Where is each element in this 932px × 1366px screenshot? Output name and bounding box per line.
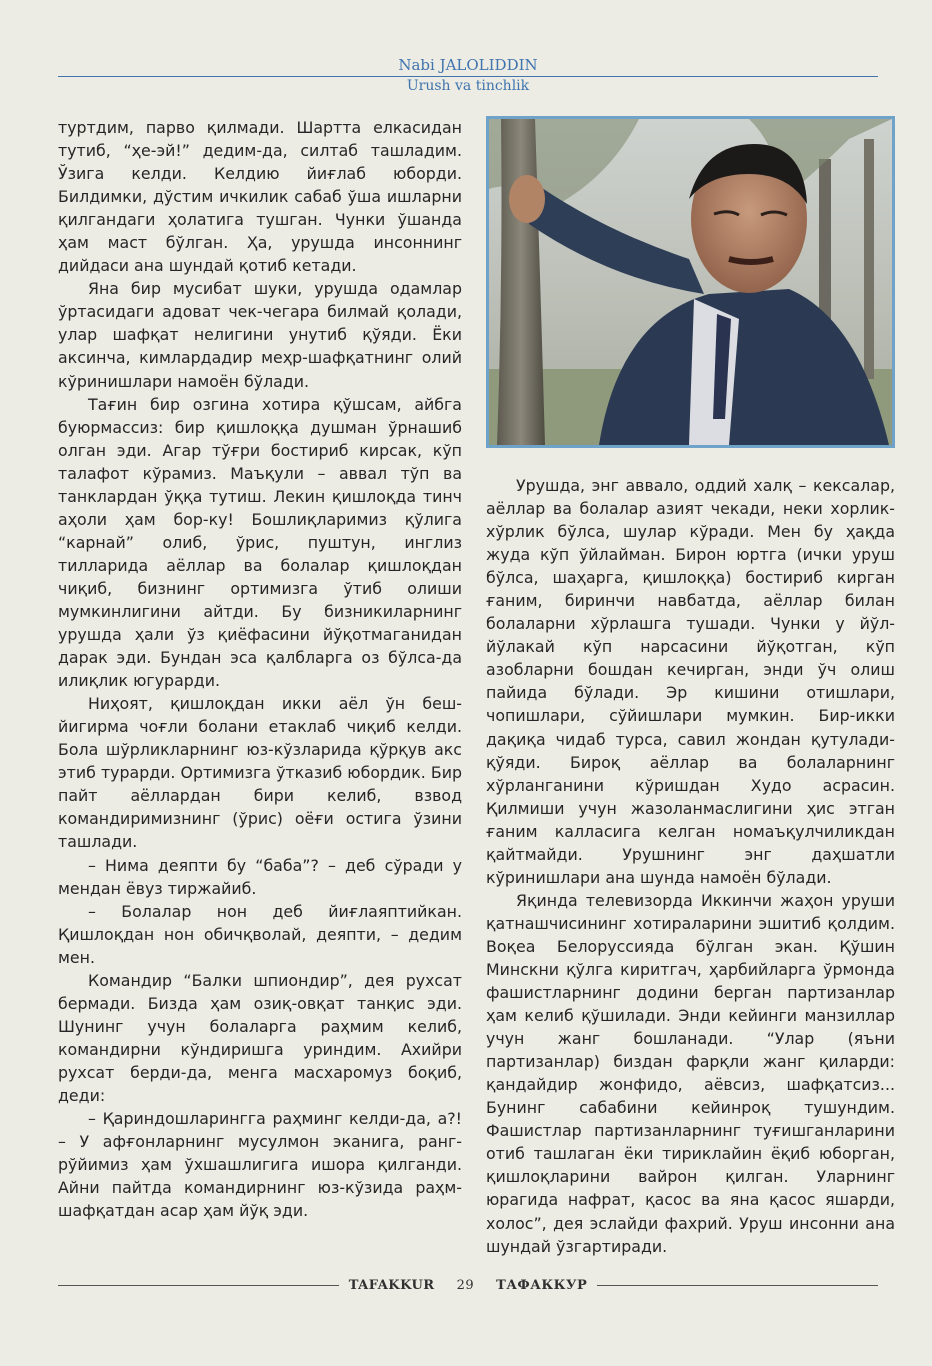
paragraph: Ниҳоят, қишлоқдан икки аёл ўн беш-йигирма чоғли болани етаклаб чиқиб келди. Бола шўрликларнинг юз-кўзларида қўрқув акс этиб турарди. Ортимизга ўтказиб юбордик. Бир пайт аёллардан бири келиб, взвод командиримизнинг (ўрис) оёғи остига ўзини ташлади.: [58, 694, 462, 852]
paragraph: туртдим, парво қилмади. Шартта елкасидан тутиб, “ҳе-эй!” дедим-да, силтаб ташладим. Ўзига келди. Келдию йиғлаб юборди. Билдимки, дўстим ичкилик сабаб ўша ишларни қилгандаги ҳолатига тушган. Чунки ўшанда ҳам маст бўлган. Ҳа, урушда инсоннинг дийдаси ана шундай қотиб кетади.: [58, 118, 462, 276]
right-text-column: [486, 474, 895, 1258]
paragraph: – Нима деяпти бу “баба”? – деб сўради у мендан ёвуз тиржайиб.: [58, 855, 462, 898]
paragraph: – Болалар нон деб йиғлаяптийкан. Қишлоқдан нон обичқволай, деяпти, – дедим мен.: [58, 901, 462, 967]
paragraph: Урушда, энг аввало, оддий халқ – кексалар, аёллар ва болалар азият чекади, неки хорлик-хўрлик бўлса, шулар кўради. Мен бу ҳақда жуда кўп ўйлайман. Бирон юртга (ички уруш бўлса, шаҳарга, қишлоққа) бостириб кирган ғаним, биринчи навбатда, аёллар билан болаларни хўрлашга тушади. Чунки у йўл-йўлакай кўп нарсасини йўқотган, кўп азобларни бошдан кечирган, энди ўч олиш пайида бўлади. Эр кишини отишлари, чопишлари, сўйишлари мумкин. Бир-икки дақиқа чидаб турса, савил жондан қутулади-қўяди. Бироқ аёллар ва болаларнинг хўрланганини кўришдан Худо асрасин. Қилмиши учун жазоланмаслигини ҳис этган ғаним калласига келган номаъқулчиликдан қайтмайди. Урушнинг энг даҳшатли кўринишлари ана шунда намоён бўлади.: [486, 476, 895, 887]
footer-rule-right: [597, 1285, 878, 1286]
paragraph: Яқинда телевизорда Иккинчи жаҳон уруши қатнашчисининг хотираларини эшитиб қолдим. Воқеа Белоруссияда бўлган экан. Қўшин Минскни қўлга киритгач, ҳарбийларга ўрмонда фашистларнинг додини берган партизанлар ҳам келиб қўшилади. Энди кейинги манзиллар учун жанг бошланади. “Улар (яъни партизанлар) биздан фарқли жанг қиларди: қандайдир жонфидо, аёвсиз, шафқатсиз... Бунинг сабабини кейинроқ тушундим. Фашистлар партизанларнинг туғишганларини отиб ташлаган ёки тириклайин ёқиб юборган, қишлоқларини вайрон қилган. Уларнинг юрагида нафрат, қасос ва яна қасос яшарди, холос”, дея эслайди фахрий. Уруш инсонни ана шундай ўзгартиради.: [486, 890, 895, 1256]
footer-label-latin: TAFAKKUR: [348, 1278, 435, 1293]
paragraph: Командир “Балки шпиондир”, дея рухсат бермади. Бизда ҳам озиқ-овқат танқис эди. Шунинг учун болаларга раҳмим келиб, командирни кўндиришга уриндим. Ахийри рухсат берди-да, менга масхаромуз боқиб, деди:: [58, 970, 462, 1105]
footer-label-cyrillic: ТАФАККУР: [496, 1278, 588, 1293]
page-footer: [58, 1278, 878, 1293]
paragraph: Яна бир мусибат шуки, урушда одамлар ўртасидаги адоват чек-чегара билмай қолади, улар шафқат нелигини унутиб қўяди. Ёки аксинча, кимлардадир меҳр-шафқатнинг олий кўринишлари намоён бўлади.: [58, 279, 462, 391]
paragraph: Тағин бир озгина хотира қўшсам, айбга буюрмассиз: бир қишлоққа душман ўрнашиб олган эди. Агар тўғри бостириб кирсак, кўп талафот кўрамиз. Маъқули – аввал тўп ва танклардан ўққа тутиш. Лекин қишлоқда тинч аҳоли ҳам бор-ку! Бошлиқларимиз қўлига “карнай” олиб, ўрис, пуштун, инглиз тилларида аёллар ва болалар қишлоқдан чиқиб, бизнинг ортимизга ўтиб олиши мумкинлигини айтди. Бу бизникиларнинг урушда ҳали ўз қиёфасини йўқотмаганидан дарак эди. Бундан эса қалбларга оз бўлса-да илиқлик югурарди.: [58, 394, 462, 691]
page-number: 29: [456, 1278, 475, 1293]
left-text-column: [58, 116, 462, 1222]
author-photo: [486, 116, 895, 448]
header-rule: [58, 76, 878, 77]
paragraph: – Қариндошларингга раҳминг келди-да, а?! – У афғонларнинг мусулмон эканига, ранг-рўйимиз ҳам ўхшашлигига ишора қилганди. Айни пайтда командирнинг юз-кўзида раҳм-шафқатдан асар ҳам йўқ эди.: [58, 1109, 462, 1221]
footer-rule-left: [58, 1285, 339, 1286]
author-photo-illustration: [489, 119, 892, 445]
running-header-author: Nabi JALOLIDDIN: [398, 56, 538, 74]
running-header-title: Urush va tinchlik: [406, 78, 530, 94]
